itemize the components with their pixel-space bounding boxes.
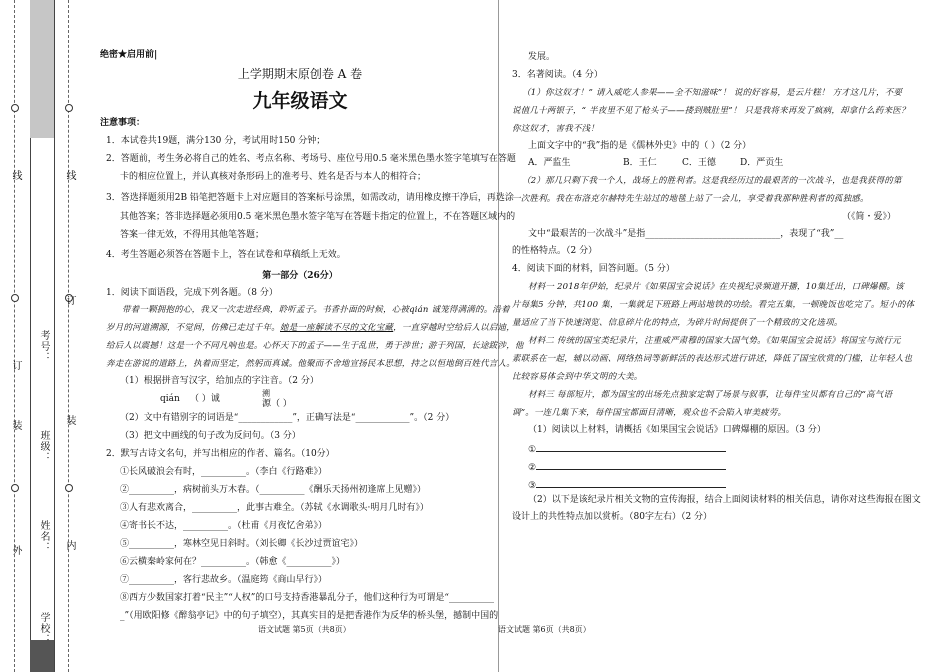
margin-mark-wai: 外 — [10, 545, 21, 556]
q4-material-line: 量适应了当下快速浏览、信息碎片化的特点，为碎片时间提供了一个精致的文化选项。 — [512, 318, 843, 328]
q1-passage-text: ，一直穿越时空给后人以启迪， — [393, 323, 515, 333]
answer-blank[interactable] — [536, 441, 726, 452]
answer-marker: ② — [528, 463, 537, 473]
q4-material-line: 素联系在一起，辅以动画、网络热词等新鲜活的表达形式进行讲述，降低了国宝欣赏的门槛，让年轻人也 — [512, 354, 913, 364]
margin-mark-line: 线 — [10, 170, 21, 181]
q2-item: ④寄书长不达，__________。（杜甫《月夜忆舍弟》） — [120, 521, 328, 531]
inner-cut-line — [68, 0, 69, 672]
answer-blank[interactable] — [536, 459, 726, 470]
q2-item: _”（用欧阳修《醉翁亭记》中的句子填空），其真实目的是把香港作为反华的桥头堡，撼制中国的 — [120, 611, 499, 621]
margin-shade-top — [30, 0, 54, 138]
q4-material-line: 材料一 2018年伊始，纪录片《如果国宝会说话》在央视纪录频道开播，10集迁出，口碑爆棚。该 — [528, 282, 904, 292]
q3-passage-line: 你这奴才，害我不浅！ — [512, 124, 600, 134]
q3-source: （《简・爱》） — [842, 212, 897, 222]
answer-marker: ① — [528, 445, 537, 455]
margin-mark-zhuang: 装 — [10, 420, 21, 431]
q2-item: ⑤__________，寒林空见日斜时。（刘长卿《长沙过贾谊宅》） — [120, 539, 364, 549]
q4-material-line: 材料二 传统的国宝类纪录片，注重威严肃穆的国家大国气势。《如果国宝会说话》将国宝与流行元 — [528, 336, 901, 346]
class-label: 班级： — [38, 430, 49, 463]
answer-line-3[interactable] — [528, 477, 726, 492]
notice-line: 2．答题前，考生务必将自己的姓名、考点名称、考场号、座位号用0.5 毫米黑色墨水签字笔填写在答题 — [106, 154, 516, 164]
margin-border-right — [54, 0, 55, 672]
q1-pinyin: qián — [160, 394, 180, 404]
binding-hole — [65, 104, 73, 112]
margin-mark-ding-inner: 订 — [64, 295, 75, 306]
q1-passage-line: 奔走在游说的道路上，执着而坚定，然躬而真诚。他聚而不舍地宣扬民本思想，持之以恒地倒百姓代言人。 — [106, 359, 515, 369]
binding-hole — [65, 484, 73, 492]
q2-item: ⑧西方少数国家打着“民主”“人权”的口号支持香港暴乱分子，他们这种行为可谓是“__________ — [120, 593, 495, 603]
binding-hole — [11, 104, 19, 112]
name-label: 姓名： — [38, 520, 49, 553]
q1-word2: 源（ ） — [262, 399, 292, 409]
answer-line-2[interactable] — [528, 459, 726, 474]
q3-passage-line: 一次胜利。我在布洛克尔赫特先生站过的地毯上站了一会儿，享受着我那种胜利者的孤独感。 — [512, 194, 869, 204]
q1-passage-text: 岁月的河道溯源，不觉间，仿佛已走过千年。 — [106, 323, 281, 333]
notice-line: 其他答案；答非选择题必须用0.5 毫米黑色墨水签字笔写在答题卡指定的位置上，不在答题区域内的 — [120, 212, 516, 222]
q4-sub2-cont: 设计上的共性特点加以赏析。（80字左右）（2 分） — [512, 512, 713, 522]
q3-option-d: D．严贡生 — [740, 158, 784, 168]
q4-material-line: 材料三 每部短片，都为国宝的出场先点独家定制了场景与叙事，让每件宝贝都有自己的“高气语 — [528, 390, 893, 400]
section1-heading: 第一部分（26分） — [262, 271, 338, 281]
q1-passage-line: 给后人以震撼！这是一个不同凡响也是。心怀天下的孟子——生于乱世，勇于涉世；游于列国，长途跋涉，他 — [106, 341, 524, 351]
q1-lead: 1．阅读下面语段，完成下列各题。（8 分） — [106, 288, 278, 298]
notice-line: 卡的相应位置上，并认真核对条形码上的准考号、姓名是否与本人的相符合； — [120, 172, 427, 182]
q4-sub1: （1）阅读以上材料，请概括《如果国宝会说话》口碑爆棚的原因。（3 分） — [528, 425, 826, 435]
q3-lead: 3．名著阅读。（4 分） — [512, 70, 603, 80]
school-label: 学校： — [38, 612, 49, 645]
exam-subject: 九年级语文 — [252, 90, 348, 112]
q3-option-b: B．王仁 — [623, 158, 657, 168]
q4-lead: 4．阅读下面的材料，回答问题。（5 分） — [512, 264, 675, 274]
q4-material-line: 片每集5 分钟，共100 集，一集就足下班路上两站地铁的功绘。看完五集，一顿晚饭也吃完了。短小的体 — [512, 300, 915, 310]
q3-sub2-cont: 的性格特点。（2 分） — [512, 246, 598, 256]
q3-sub1: 上面文字中的“我”指的是《儒林外史》中的（ ）（2 分） — [528, 141, 752, 151]
q1-word2-char: 溯 — [262, 389, 270, 398]
q1-sub2: （2）文中有错别字的词语是“____________”，正确写法是“____________”。（2 分） — [120, 413, 455, 423]
outer-cut-line — [14, 0, 15, 672]
exam-title: 上学期期末原创卷 A 卷 — [237, 67, 363, 81]
notice-heading: 注意事项： — [100, 118, 146, 128]
q1-sub1: （1）根据拼音写汉字，给加点的字注音。（2 分） — [120, 376, 319, 386]
q4-material-line: 比较容易体会到中华文明的大美。 — [512, 372, 643, 382]
q3-passage-line: （1）你这奴才！” 请入威吃人参果——全不知滋味”！ 说的好容易，是云片糕！ 方才这几片，不要 — [522, 88, 903, 98]
notice-line: 答案一律无效，不得用其他笔答题； — [120, 230, 265, 240]
q2-item: ②__________，病树前头万木春。（__________《酬乐天扬州初逢席上见赠》） — [120, 485, 427, 495]
margin-mark-ding: 订 — [10, 360, 21, 371]
binding-hole — [11, 484, 19, 492]
notice-line: 1．本试卷共19题，满分130 分，考试用时150 分钟； — [106, 136, 326, 146]
q3-passage-line: （2）那几只剩下我一个人，战场上的胜利者。这是我经历过的最艰苦的一次战斗，也是我获得的第 — [522, 176, 902, 186]
q2-item: ⑥云横秦岭家何在？__________。（韩愈《__________》） — [120, 557, 346, 567]
q4-sub2: （2）以下是该纪录片相关文物的宣传海报，结合上面阅读材料的相关信息，请你对这些海报在图文 — [528, 495, 921, 505]
q3-sub2: 文中“最艰苦的一次战斗”是指______________________________，表现了“我”__ — [528, 229, 844, 239]
q3-option-c: C．王德 — [682, 158, 716, 168]
notice-line: 3．答选择题须用2B 铅笔把答题卡上对应题目的答案标号涂黑，如需改动，请用橡皮擦干净后，再选涂 — [106, 193, 514, 203]
q4-material-line: 调”。一连几集下来，每件国宝都面目清晰，观众也不会陷入审美疲劳。 — [512, 408, 787, 418]
page-footer-left: 语文试题 第5页（共8页） — [258, 625, 351, 634]
q1-sub3: （3）把文中画线的句子改为反问句。（3 分） — [120, 431, 301, 441]
page-divider — [498, 0, 499, 672]
answer-line-1[interactable] — [528, 441, 726, 456]
notice-line: 4．考生答题必须答在答题卡上，答在试卷和草稿纸上无效。 — [106, 250, 346, 260]
q3-passage-line: 说值几十两银子，“ 半夜里不见了枪头子——搂到贼肚里”！ 只是我将来再发了疯病，却拿什么药来医？ — [512, 106, 910, 116]
continued-text: 发展。 — [528, 52, 556, 62]
q2-item: ③人有悲欢离合，__________，此事古难全。（苏轼《水调歌头·明月几时有》） — [120, 503, 429, 513]
margin-mark-nei: 内 — [64, 540, 75, 551]
exam-number-label: 考号： — [38, 330, 49, 363]
q2-lead: 2．默写古诗文名句，并写出相应的作者、篇名。（10分） — [106, 449, 335, 459]
q2-item: ①长风破浪会有时，__________。（李白《行路难》） — [120, 467, 328, 477]
page-footer-right: 语文试题 第6页（共8页） — [498, 625, 591, 634]
answer-marker: ③ — [528, 481, 537, 491]
q1-underlined-sentence: 她是一座解读不尽的文化宝藏 — [280, 323, 394, 333]
secret-mark: 绝密★启用前| — [100, 50, 158, 60]
q1-passage-line: 带着一颗拥抱的心，我又一次走进经典，聆听孟子。书香扑面的时候，心被qián 诚笼得满满的。沿着 — [122, 305, 510, 315]
margin-mark-zhuang-inner: 装 — [64, 415, 75, 426]
margin-mark-line-inner: 线 — [64, 170, 75, 181]
q2-item: ⑦__________，客行悲故乡。（温庭筠《商山早行》） — [120, 575, 328, 585]
q1-word1: （ ）诚 — [190, 394, 220, 404]
binding-hole — [11, 294, 19, 302]
q1-passage-line — [106, 322, 515, 334]
q3-option-a: A．严监生 — [528, 158, 571, 168]
answer-blank[interactable] — [536, 477, 726, 488]
